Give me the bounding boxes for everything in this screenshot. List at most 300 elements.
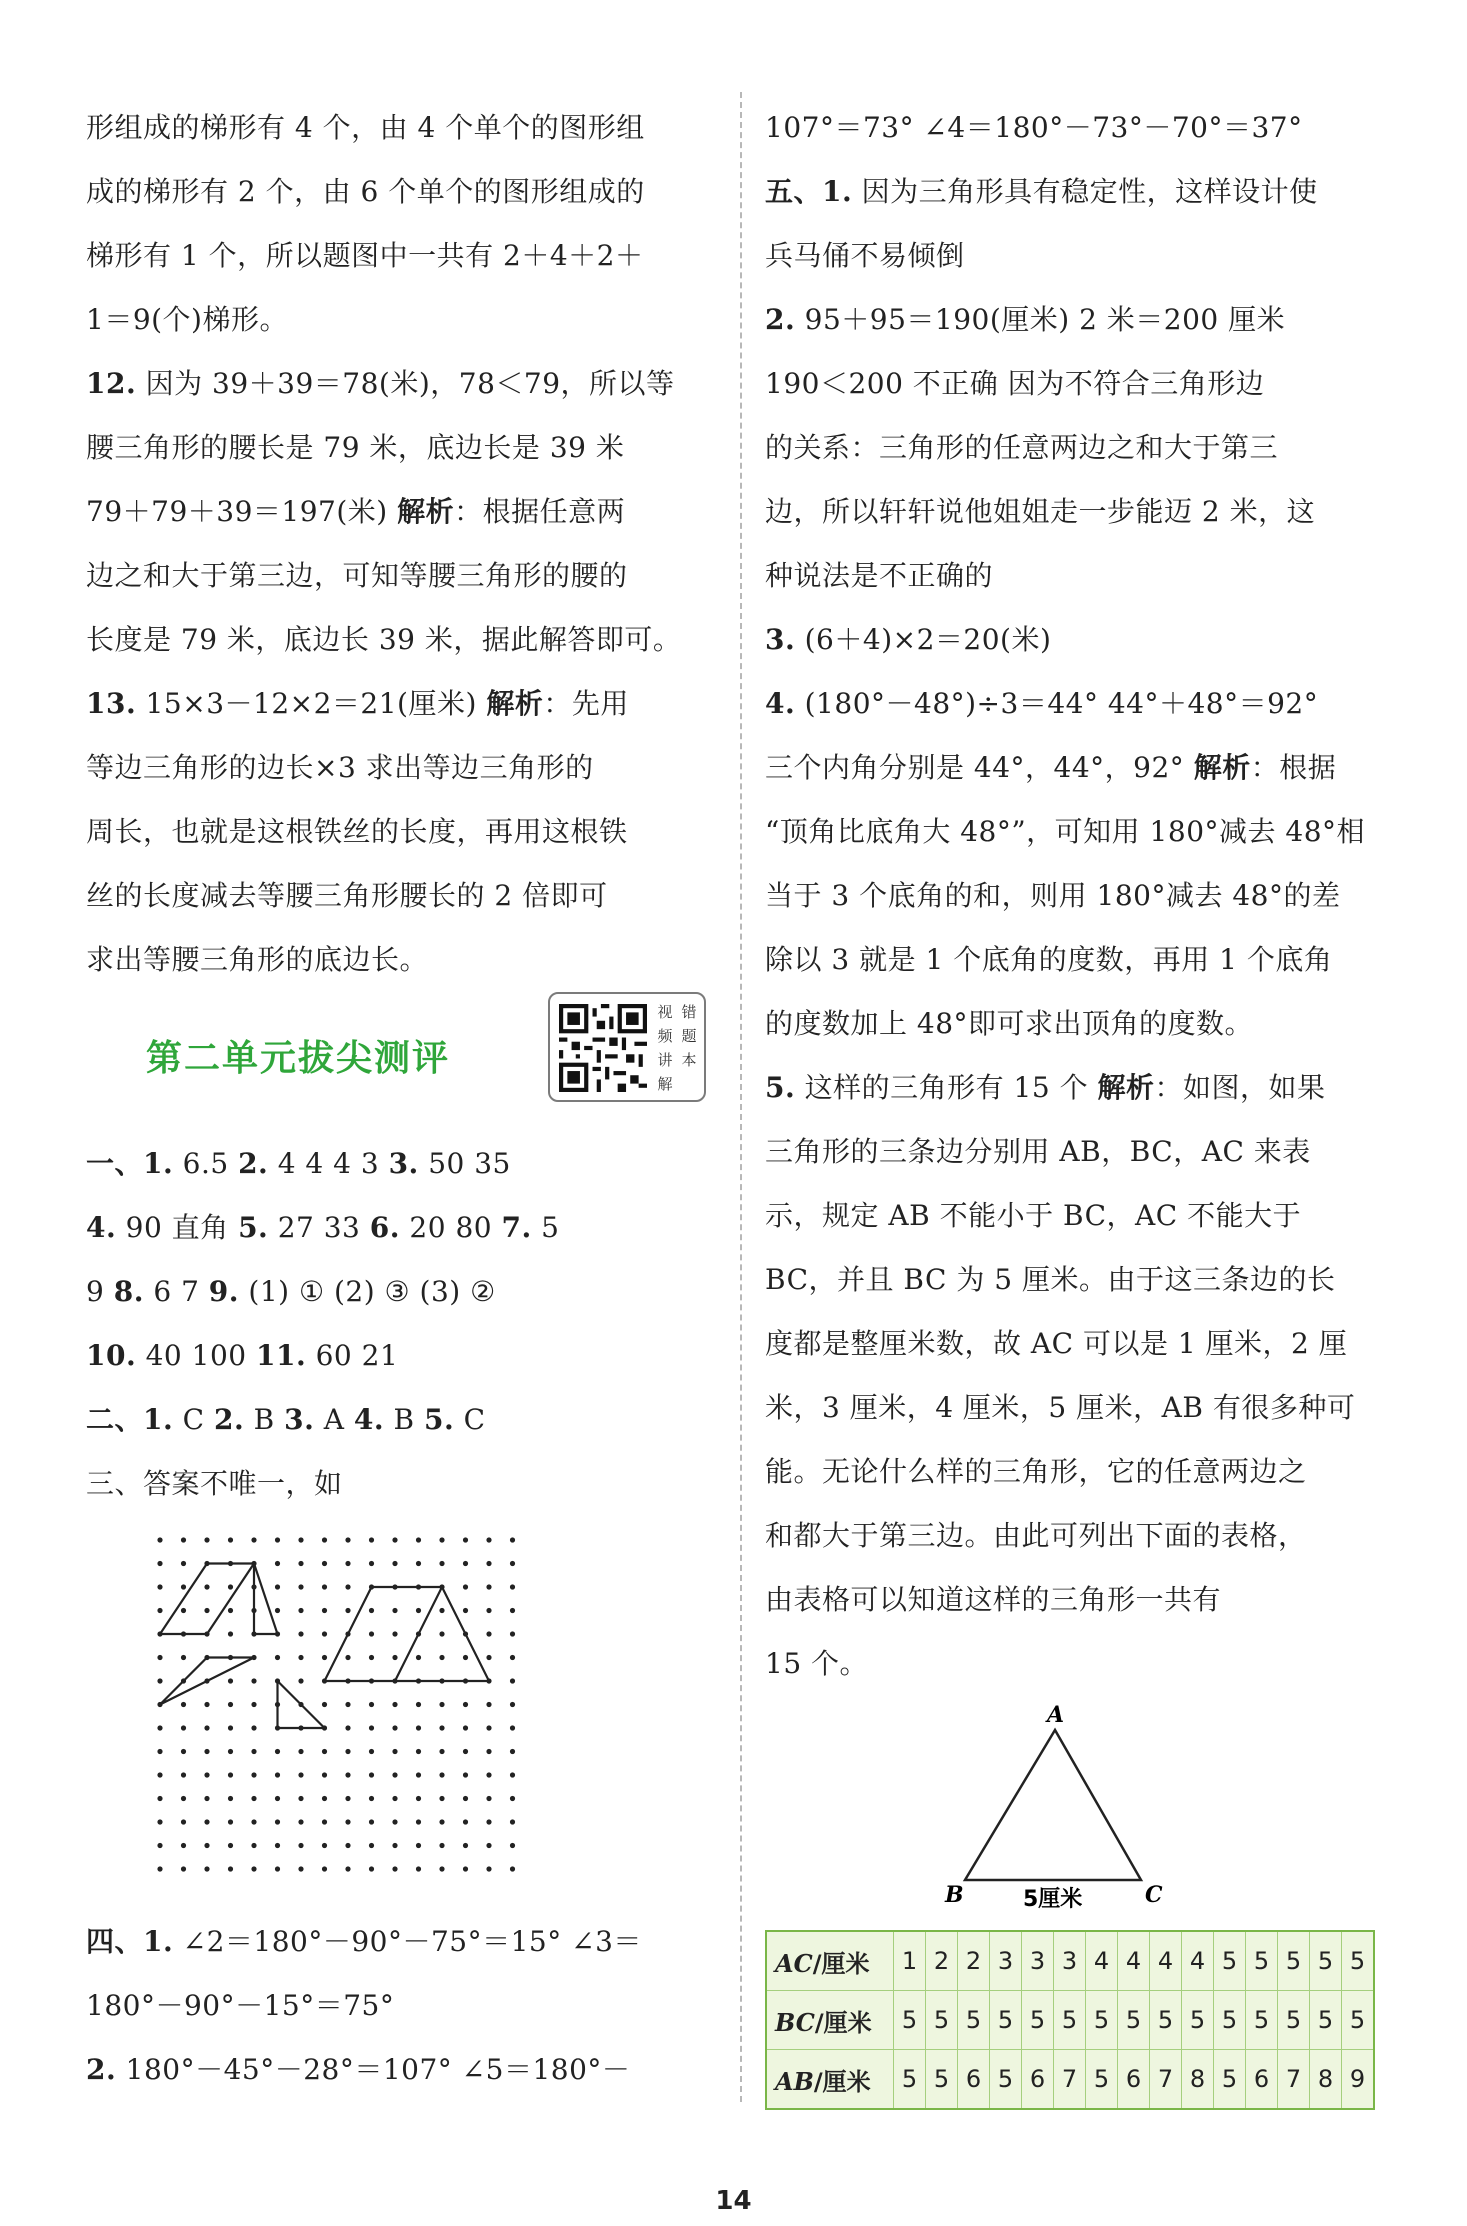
grid-dot xyxy=(251,1537,256,1542)
grid-dot xyxy=(369,1702,374,1707)
triangle-shape xyxy=(965,1730,1141,1880)
question-number: 13. xyxy=(86,687,137,720)
grid-dot xyxy=(345,1702,350,1707)
grid-dot xyxy=(439,1749,444,1754)
grid-dot xyxy=(228,1772,233,1777)
part1-row3: 9 8. 6 7 9. (1) ① (2) ③ (3) ② xyxy=(86,1275,496,1308)
grid-dot xyxy=(369,1655,374,1660)
table-cell: 3 xyxy=(1022,1931,1054,1991)
table-cell: 6 xyxy=(1246,2050,1278,2110)
grid-dot xyxy=(392,1749,397,1754)
text-line: 形组成的梯形有 4 个，由 4 个单个的图形组 xyxy=(86,111,645,144)
part5-q4: 4. (180°－48°)÷3＝44° 44°＋48°＝92° xyxy=(765,687,1319,720)
table-cell: 5 xyxy=(1246,1991,1278,2050)
part4-row3: 2. 180°－45°－28°＝107° ∠5＝180°－ xyxy=(86,2053,631,2086)
column-divider xyxy=(740,92,742,2102)
table-cell: 9 xyxy=(1342,2050,1375,2110)
grid-dot xyxy=(157,1655,162,1660)
grid-dot xyxy=(204,1584,209,1589)
grid-dot xyxy=(510,1725,515,1730)
grid-dot xyxy=(510,1655,515,1660)
table-cell: 7 xyxy=(1278,2050,1310,2110)
grid-dot xyxy=(181,1819,186,1824)
grid-dot xyxy=(275,1772,280,1777)
text-line: 丝的长度减去等腰三角形腰长的 2 倍即可 xyxy=(86,879,608,912)
grid-dot xyxy=(439,1772,444,1777)
text-line: 腰三角形的腰长是 79 米，底边长是 39 米 xyxy=(86,431,625,464)
grid-dot xyxy=(275,1819,280,1824)
grid-dot xyxy=(181,1725,186,1730)
grid-dot xyxy=(510,1772,515,1777)
grid-dot xyxy=(463,1584,468,1589)
grid-dot xyxy=(204,1749,209,1754)
grid-dot xyxy=(486,1702,491,1707)
grid-dot xyxy=(439,1608,444,1613)
grid-dot xyxy=(181,1561,186,1566)
grid-dot xyxy=(157,1843,162,1848)
grid-dot xyxy=(204,1702,209,1707)
grid-dot xyxy=(181,1702,186,1707)
grid-dot xyxy=(392,1843,397,1848)
grid-dot xyxy=(463,1537,468,1542)
grid-dot xyxy=(439,1537,444,1542)
grid-dot xyxy=(486,1537,491,1542)
grid-dot xyxy=(463,1702,468,1707)
grid-dot xyxy=(322,1749,327,1754)
table-cell: 5 xyxy=(1342,1991,1375,2050)
row-header: BC/厘米 xyxy=(766,1991,894,2050)
grid-dot xyxy=(251,1843,256,1848)
table-cell: 5 xyxy=(990,2050,1022,2110)
grid-dot xyxy=(298,1678,303,1683)
grid-dot xyxy=(275,1655,280,1660)
side-length-table xyxy=(765,1930,1375,2110)
table-cell: 8 xyxy=(1182,2050,1214,2110)
grid-dot xyxy=(369,1772,374,1777)
grid-dot xyxy=(251,1725,256,1730)
grid-dot xyxy=(392,1631,397,1636)
grid-dot xyxy=(463,1819,468,1824)
grid-dot xyxy=(298,1537,303,1542)
part1-row4: 10. 40 100 11. 60 21 xyxy=(86,1339,399,1372)
obtuse-triangle-shape xyxy=(160,1658,254,1705)
grid-dot xyxy=(345,1584,350,1589)
text-line xyxy=(86,480,716,544)
grid-dot xyxy=(251,1819,256,1824)
grid-dot xyxy=(228,1796,233,1801)
grid-dot xyxy=(486,1819,491,1824)
grid-dot xyxy=(392,1561,397,1566)
table-cell: 6 xyxy=(1118,2050,1150,2110)
table-cell: 5 xyxy=(990,1991,1022,2050)
grid-dot xyxy=(486,1561,491,1566)
grid-dot xyxy=(275,1749,280,1754)
grid-dot xyxy=(439,1796,444,1801)
table-cell: 5 xyxy=(1278,1931,1310,1991)
grid-dot xyxy=(228,1749,233,1754)
grid-dot xyxy=(228,1702,233,1707)
grid-dot xyxy=(181,1843,186,1848)
text-line: 成的梯形有 2 个，由 6 个单个的图形组成的 xyxy=(86,175,645,208)
grid-dot xyxy=(463,1561,468,1566)
grid-dot xyxy=(416,1843,421,1848)
grid-dot xyxy=(486,1584,491,1589)
grid-dot xyxy=(345,1725,350,1730)
table-cell: 5 xyxy=(1310,1991,1342,2050)
grid-dot xyxy=(157,1866,162,1871)
grid-dot xyxy=(439,1725,444,1730)
grid-dot xyxy=(510,1702,515,1707)
text-line: 梯形有 1 个，所以题图中一共有 2＋4＋2＋ xyxy=(86,239,644,272)
grid-dot xyxy=(463,1608,468,1613)
table-cell: 5 xyxy=(1022,1991,1054,2050)
grid-dot xyxy=(510,1866,515,1871)
grid-dot xyxy=(181,1537,186,1542)
text-line: 米，3 厘米，4 厘米，5 厘米，AB 有很多种可 xyxy=(765,1391,1356,1424)
grid-dot xyxy=(486,1796,491,1801)
grid-dot xyxy=(275,1537,280,1542)
table-row xyxy=(766,2050,1374,2110)
grid-dot xyxy=(463,1796,468,1801)
grid-dot xyxy=(510,1631,515,1636)
grid-dot xyxy=(510,1843,515,1848)
grid-dot xyxy=(157,1561,162,1566)
triangle-figure xyxy=(905,1702,1205,1912)
grid-dot xyxy=(510,1537,515,1542)
grid-dot xyxy=(439,1819,444,1824)
grid-dot xyxy=(369,1843,374,1848)
grid-dot xyxy=(251,1866,256,1871)
answer-text: ：先用 xyxy=(543,687,629,720)
grid-dot xyxy=(463,1749,468,1754)
grid-dot xyxy=(181,1796,186,1801)
grid-dot xyxy=(345,1655,350,1660)
table-row xyxy=(766,1991,1374,2050)
grid-dot xyxy=(204,1537,209,1542)
trapezoid-diagonal-line xyxy=(395,1587,442,1681)
table-cell: 5 xyxy=(1054,1991,1086,2050)
part4-row1: 四、1. ∠2＝180°－90°－75°＝15° ∠3＝ xyxy=(86,1925,642,1958)
grid-dot xyxy=(510,1678,515,1683)
right-column xyxy=(765,96,1395,2110)
trapezoid-shape xyxy=(325,1587,490,1681)
part5-q5: 5. 这样的三角形有 15 个 解析：如图，如果 xyxy=(765,1071,1326,1104)
text-line: 边之和大于第三边，可知等腰三角形的腰的 xyxy=(86,559,628,592)
table-cell: 4 xyxy=(1086,1931,1118,1991)
grid-dot xyxy=(416,1749,421,1754)
text-line: 190＜200 不正确 因为不符合三角形边 xyxy=(765,367,1265,400)
text-line: 107°＝73° ∠4＝180°－73°－70°＝37° xyxy=(765,111,1303,144)
grid-dot xyxy=(204,1725,209,1730)
grid-dot xyxy=(228,1631,233,1636)
grid-dot xyxy=(251,1796,256,1801)
table-cell: 2 xyxy=(958,1931,990,1991)
text-line: 周长，也就是这根铁丝的长度，再用这根铁 xyxy=(86,815,628,848)
grid-dot xyxy=(204,1843,209,1848)
grid-dot xyxy=(369,1631,374,1636)
answer-text: 因为 39＋39＝78(米)，78＜79，所以等 xyxy=(136,367,675,400)
analysis-label: 解析 xyxy=(397,495,455,528)
grid-dot xyxy=(298,1866,303,1871)
grid-dot xyxy=(486,1608,491,1613)
text-line: 示，规定 AB 不能小于 BC，AC 不能大于 xyxy=(765,1199,1302,1232)
grid-dot xyxy=(275,1796,280,1801)
qr-code-box[interactable] xyxy=(548,992,706,1102)
row-header: AC/厘米 xyxy=(766,1931,894,1991)
table-cell: 7 xyxy=(1150,2050,1182,2110)
analysis-label: 解析 xyxy=(1193,751,1251,784)
grid-dot xyxy=(369,1819,374,1824)
left-column xyxy=(86,96,716,2102)
grid-dot xyxy=(298,1772,303,1777)
part1-row1: 一、1. 6.5 2. 4 4 4 3 3. 50 35 xyxy=(86,1147,511,1180)
grid-dot xyxy=(463,1725,468,1730)
grid-dot xyxy=(392,1537,397,1542)
text-line: BC，并且 BC 为 5 厘米。由于这三条边的长 xyxy=(765,1263,1336,1296)
grid-dot xyxy=(392,1796,397,1801)
grid-dot xyxy=(322,1796,327,1801)
grid-dot xyxy=(298,1584,303,1589)
text-line: 15 个。 xyxy=(765,1647,869,1680)
grid-dot xyxy=(322,1843,327,1848)
grid-dot xyxy=(463,1843,468,1848)
text-line: 由表格可以知道这样的三角形一共有 xyxy=(765,1583,1222,1616)
answer-12-line xyxy=(86,352,716,416)
table-cell: 5 xyxy=(1278,1991,1310,2050)
grid-dot xyxy=(392,1725,397,1730)
table-cell: 5 xyxy=(958,1991,990,2050)
grid-dot xyxy=(322,1702,327,1707)
grid-dot xyxy=(181,1772,186,1777)
section-title: 第二单元拔尖测评 xyxy=(146,1038,451,1079)
table-cell: 4 xyxy=(1182,1931,1214,1991)
grid-dot xyxy=(392,1819,397,1824)
text-line: 和都大于第三边。由此可列出下面的表格， xyxy=(765,1519,1307,1552)
grid-dot xyxy=(392,1702,397,1707)
vertex-label-a: A xyxy=(1047,1702,1065,1728)
grid-dot xyxy=(181,1608,186,1613)
text-line: 长度是 79 米，底边长 39 米，据此解答即可。 xyxy=(86,623,682,656)
part5-q3: 3. (6＋4)×2＝20(米) xyxy=(765,623,1052,656)
answer-13-line xyxy=(86,672,716,736)
grid-dot xyxy=(345,1843,350,1848)
grid-dot xyxy=(181,1749,186,1754)
grid-dot xyxy=(416,1655,421,1660)
grid-dot xyxy=(345,1796,350,1801)
grid-dot xyxy=(486,1631,491,1636)
grid-dot xyxy=(298,1631,303,1636)
grid-dot xyxy=(275,1843,280,1848)
grid-dot xyxy=(510,1796,515,1801)
grid-dot xyxy=(322,1584,327,1589)
grid-dot xyxy=(298,1655,303,1660)
grid-dot xyxy=(298,1843,303,1848)
grid-dot xyxy=(322,1655,327,1660)
table-cell: 5 xyxy=(1310,1931,1342,1991)
table-cell: 5 xyxy=(1214,2050,1246,2110)
part1-row2: 4. 90 直角 5. 27 33 6. 20 80 7. 5 xyxy=(86,1211,560,1244)
grid-dot xyxy=(251,1678,256,1683)
grid-dot xyxy=(322,1561,327,1566)
table-cell: 5 xyxy=(1342,1931,1375,1991)
grid-dot xyxy=(322,1537,327,1542)
narrow-triangle-shape xyxy=(254,1564,278,1635)
grid-dot xyxy=(181,1655,186,1660)
grid-dot xyxy=(228,1678,233,1683)
table-cell: 5 xyxy=(1086,1991,1118,2050)
table-cell: 5 xyxy=(1214,1931,1246,1991)
grid-dot xyxy=(510,1561,515,1566)
grid-dot xyxy=(345,1561,350,1566)
grid-dot xyxy=(298,1561,303,1566)
grid-dot xyxy=(157,1537,162,1542)
grid-dot xyxy=(322,1608,327,1613)
vertex-label-b: B xyxy=(945,1882,964,1908)
text-line: 三角形的三条边分别用 AB，BC，AC 来表 xyxy=(765,1135,1311,1168)
table-cell: 5 xyxy=(894,2050,926,2110)
text-line: 求出等腰三角形的底边长。 xyxy=(86,943,429,976)
part5-q2: 2. 95＋95＝190(厘米) 2 米＝200 厘米 xyxy=(765,303,1286,336)
grid-dot xyxy=(416,1866,421,1871)
grid-dot xyxy=(322,1819,327,1824)
table-cell: 5 xyxy=(926,1991,958,2050)
table-cell: 5 xyxy=(894,1991,926,2050)
grid-dot xyxy=(369,1608,374,1613)
qr-code-icon[interactable] xyxy=(558,1004,648,1092)
grid-dot xyxy=(392,1772,397,1777)
grid-dot xyxy=(157,1796,162,1801)
table-cell: 5 xyxy=(1118,1991,1150,2050)
grid-dot xyxy=(439,1655,444,1660)
answer-text: 79＋79＋39＝197(米) xyxy=(86,495,398,528)
base-length-label: 5厘米 xyxy=(1023,1887,1083,1912)
grid-dot xyxy=(392,1655,397,1660)
text-line: “顶角比底角大 48°”，可知用 180°减去 48°相 xyxy=(765,815,1366,848)
grid-dot xyxy=(486,1843,491,1848)
grid-dot xyxy=(157,1584,162,1589)
grid-dot xyxy=(322,1866,327,1871)
grid-dot xyxy=(416,1819,421,1824)
text-line: 能。无论什么样的三角形，它的任意两边之 xyxy=(765,1455,1307,1488)
grid-dot xyxy=(369,1796,374,1801)
grid-dot xyxy=(392,1866,397,1871)
grid-dot xyxy=(298,1819,303,1824)
table-cell: 5 xyxy=(926,2050,958,2110)
grid-dot xyxy=(486,1866,491,1871)
grid-dot xyxy=(322,1631,327,1636)
grid-dot xyxy=(510,1608,515,1613)
grid-dot xyxy=(416,1561,421,1566)
grid-dot xyxy=(298,1749,303,1754)
grid-dot xyxy=(275,1584,280,1589)
grid-dot xyxy=(228,1866,233,1871)
grid-dot xyxy=(416,1702,421,1707)
table-cell: 1 xyxy=(894,1931,926,1991)
grid-dot xyxy=(416,1608,421,1613)
table-cell: 5 xyxy=(1182,1991,1214,2050)
grid-dot xyxy=(275,1608,280,1613)
part3-row: 三、答案不唯一，如 xyxy=(86,1467,343,1500)
grid-dot xyxy=(439,1843,444,1848)
table-cell: 3 xyxy=(990,1931,1022,1991)
table-cell: 5 xyxy=(1150,1991,1182,2050)
grid-dot xyxy=(486,1725,491,1730)
grid-dot xyxy=(204,1866,209,1871)
grid-dot xyxy=(157,1749,162,1754)
grid-dot xyxy=(345,1772,350,1777)
grid-dot xyxy=(275,1561,280,1566)
grid-dot xyxy=(439,1561,444,1566)
part4-row2: 180°－90°－15°＝75° xyxy=(86,1989,395,2022)
grid-dot xyxy=(369,1866,374,1871)
part5-q1: 五、1. 因为三角形具有稳定性，这样设计使 xyxy=(765,175,1318,208)
grid-dot xyxy=(157,1819,162,1824)
grid-dot xyxy=(204,1819,209,1824)
text-line: 等边三角形的边长×3 求出等边三角形的 xyxy=(86,751,594,784)
grid-dot xyxy=(392,1608,397,1613)
part2-row: 二、1. C 2. B 3. A 4. B 5. C xyxy=(86,1403,486,1436)
grid-dot xyxy=(251,1749,256,1754)
grid-dot xyxy=(157,1725,162,1730)
grid-dot xyxy=(204,1796,209,1801)
grid-dot xyxy=(439,1702,444,1707)
grid-dot xyxy=(463,1655,468,1660)
text-line: 除以 3 就是 1 个底角的度数，再用 1 个底角 xyxy=(765,943,1333,976)
text-line: 1＝9(个)梯形。 xyxy=(86,303,288,336)
answer-text: 15×3－12×2＝21(厘米) xyxy=(136,687,487,720)
grid-dot xyxy=(439,1631,444,1636)
grid-dot xyxy=(369,1749,374,1754)
grid-dot xyxy=(157,1608,162,1613)
grid-dot xyxy=(228,1584,233,1589)
table-cell: 5 xyxy=(1086,2050,1118,2110)
grid-dot xyxy=(510,1584,515,1589)
grid-dot xyxy=(510,1819,515,1824)
grid-dot xyxy=(251,1772,256,1777)
grid-dot xyxy=(486,1655,491,1660)
row-header: AB/厘米 xyxy=(766,2050,894,2110)
text-line: 的关系：三角形的任意两边之和大于第三 xyxy=(765,431,1279,464)
grid-dot xyxy=(228,1537,233,1542)
grid-dot xyxy=(369,1725,374,1730)
grid-dot xyxy=(204,1772,209,1777)
table-cell: 4 xyxy=(1118,1931,1150,1991)
grid-dot xyxy=(181,1866,186,1871)
table-cell: 3 xyxy=(1054,1931,1086,1991)
table-cell: 8 xyxy=(1310,2050,1342,2110)
grid-dot xyxy=(298,1796,303,1801)
table-cell: 4 xyxy=(1150,1931,1182,1991)
grid-dot xyxy=(439,1866,444,1871)
grid-dot xyxy=(416,1796,421,1801)
grid-dot xyxy=(416,1772,421,1777)
grid-dot xyxy=(228,1608,233,1613)
grid-dot xyxy=(275,1866,280,1871)
parallelogram-shape xyxy=(160,1564,254,1635)
grid-dot xyxy=(228,1725,233,1730)
grid-dot xyxy=(345,1537,350,1542)
answer-text: ：根据任意两 xyxy=(454,495,626,528)
table-cell: 6 xyxy=(958,2050,990,2110)
dot-grid-figure xyxy=(146,1526,546,1906)
right-triangle-shape xyxy=(278,1681,325,1728)
grid-dot xyxy=(463,1772,468,1777)
table-cell: 7 xyxy=(1054,2050,1086,2110)
qr-label-video: 视 频 讲 解 xyxy=(657,1003,673,1093)
vertex-label-c: C xyxy=(1145,1882,1163,1908)
text-line: 种说法是不正确的 xyxy=(765,559,994,592)
text-line: 三个内角分别是 44°，44°，92° 解析：根据 xyxy=(765,751,1337,784)
